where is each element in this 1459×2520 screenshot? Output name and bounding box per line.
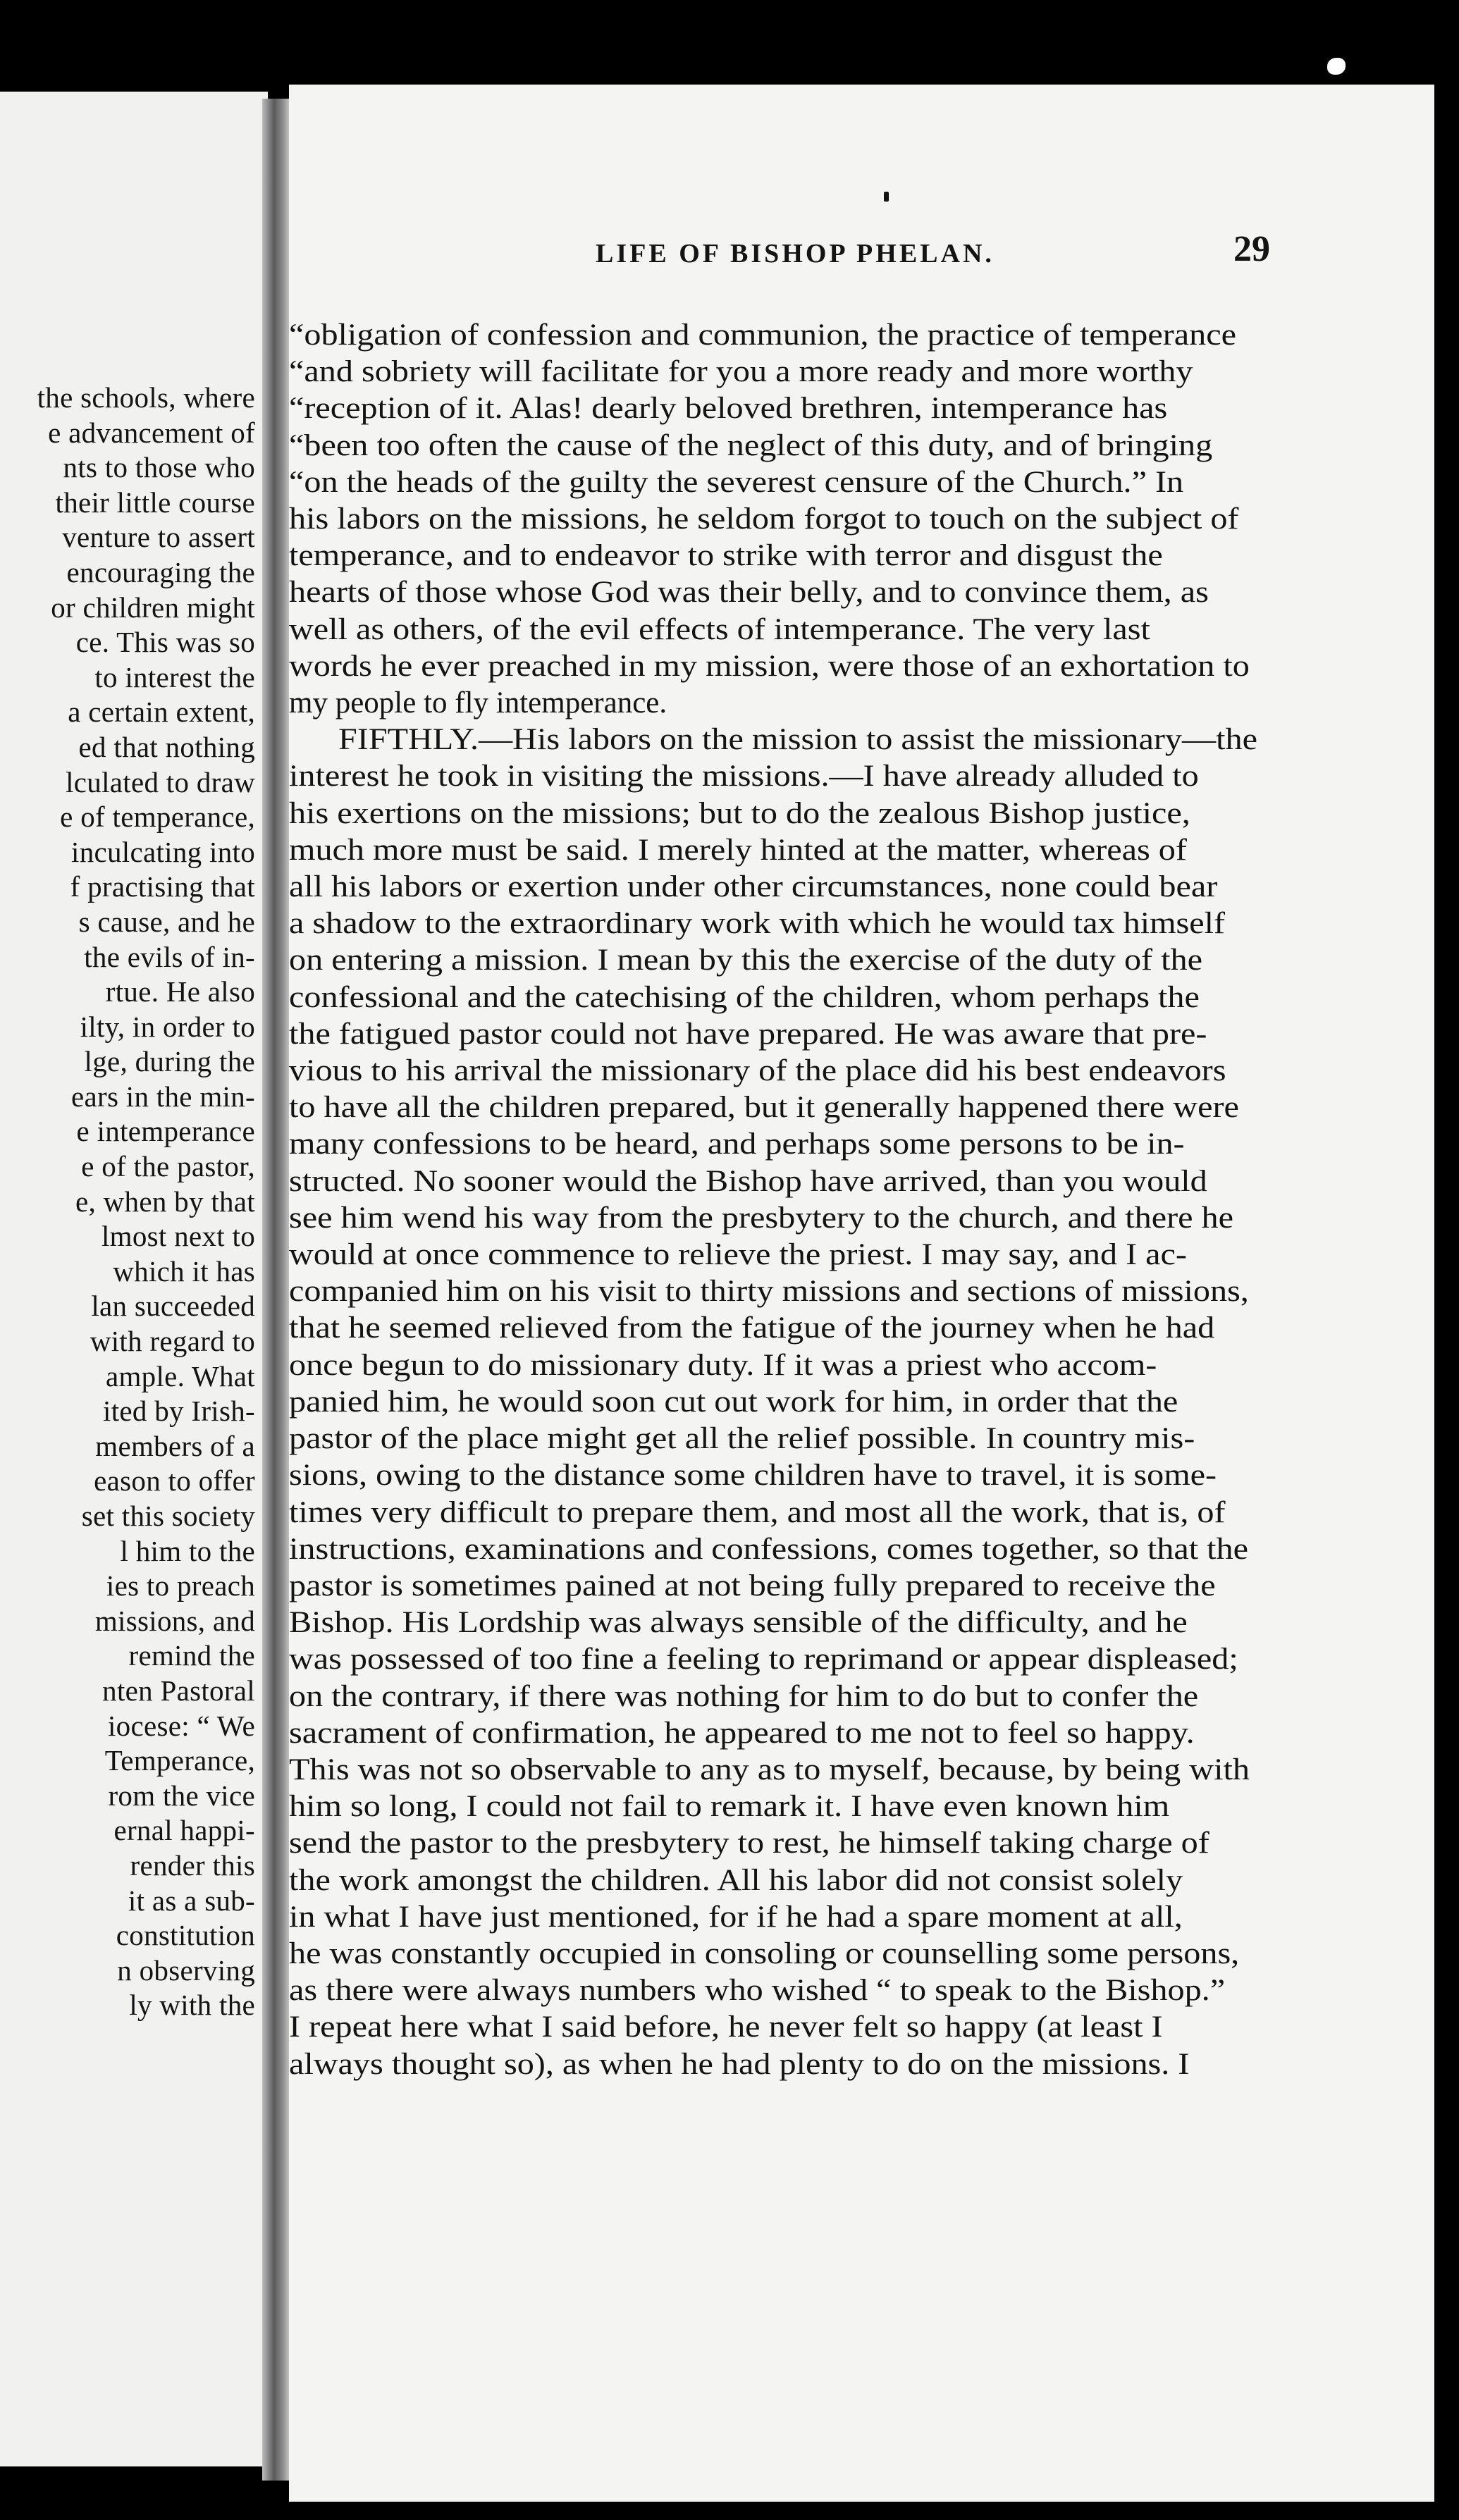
left-column-line: their little course bbox=[55, 486, 255, 519]
left-column-line: missions, and bbox=[94, 1604, 255, 1637]
body-line: always thought so), as when he had plenty to do on the missions. I bbox=[289, 2047, 1190, 2081]
left-column-line: set this society bbox=[81, 1500, 255, 1532]
left-column-line: lge, during the bbox=[84, 1045, 255, 1078]
body-line: panied him, he would soon cut out work for him, in order that the bbox=[289, 1385, 1178, 1419]
left-column-line: lculated to draw bbox=[66, 765, 255, 798]
left-column-line: nts to those who bbox=[63, 451, 255, 484]
left-column-line: or children might bbox=[51, 591, 255, 624]
body-line: “on the heads of the guilty the severest censure of the Church.” In bbox=[289, 465, 1184, 499]
body-line: structed. No sooner would the Bishop have arrived, than you would bbox=[289, 1164, 1207, 1198]
left-column-line: rom the vice bbox=[108, 1779, 255, 1812]
body-line: was possessed of too fine a feeling to reprimand or appear displeased; bbox=[289, 1643, 1238, 1676]
body-line: “and sobriety will facilitate for you a more ready and more worthy bbox=[289, 355, 1193, 389]
body-line: to have all the children prepared, but it generally happened there were bbox=[289, 1091, 1239, 1125]
left-column-line: constitution bbox=[116, 1919, 255, 1952]
body-line: “reception of it. Alas! dearly beloved brethren, intemperance has bbox=[289, 392, 1168, 426]
left-column-line: to interest the bbox=[94, 660, 255, 693]
left-column-line: which it has bbox=[113, 1254, 255, 1287]
left-column-line: ed that nothing bbox=[78, 730, 255, 763]
corner-smudge bbox=[1327, 58, 1346, 75]
left-column-line: f practising that bbox=[70, 870, 255, 903]
body-line: send the pastor to the presbytery to rest, he himself taking charge of bbox=[289, 1827, 1209, 1860]
left-column-line: with regard to bbox=[90, 1325, 255, 1358]
left-column-line: inculcating into bbox=[71, 835, 255, 868]
body-line: as there were always numbers who wished “ to speak to the Bishop.” bbox=[289, 1974, 1226, 2008]
body-line: confessional and the catechising of the children, whom perhaps the bbox=[289, 980, 1200, 1014]
body-line: well as others, of the evil effects of intemperance. The very last bbox=[289, 612, 1150, 646]
left-column-line: venture to assert bbox=[62, 521, 255, 554]
book-gutter bbox=[262, 99, 292, 2481]
left-column-line: ernal happi- bbox=[113, 1814, 255, 1847]
left-column-line: ies to preach bbox=[106, 1569, 255, 1602]
left-column-line: members of a bbox=[95, 1429, 255, 1462]
body-line: much more must be said. I merely hinted at the matter, whereas of bbox=[289, 833, 1187, 867]
body-line: on entering a mission. I mean by this the exercise of the duty of the bbox=[289, 944, 1202, 977]
body-line: temperance, and to endeavor to strike with terror and disgust the bbox=[289, 539, 1163, 573]
left-column-line: the schools, where bbox=[37, 381, 255, 414]
ink-mark bbox=[884, 192, 889, 202]
body-line: times very difficult to prepare them, and most all the work, that is, of bbox=[289, 1495, 1226, 1529]
body-line: him so long, I could not fail to remark it. I have even known him bbox=[289, 1790, 1170, 1824]
left-column-line: lmost next to bbox=[101, 1220, 255, 1253]
body-line: the work amongst the children. All his labor did not consist solely bbox=[289, 1863, 1183, 1897]
left-column-line: lan succeeded bbox=[91, 1290, 255, 1323]
left-column-line: the evils of in- bbox=[84, 940, 255, 973]
right-page bbox=[289, 85, 1434, 2502]
body-line: instructions, examinations and confessions, comes together, so that the bbox=[289, 1532, 1248, 1566]
left-column-line: n observing bbox=[117, 1953, 255, 1987]
left-column-line: iocese: “ We bbox=[107, 1709, 255, 1742]
body-text bbox=[289, 317, 1346, 2083]
left-column-line: it as a sub- bbox=[128, 1884, 255, 1917]
body-line: his exertions on the missions; but to do the zealous Bishop justice, bbox=[289, 796, 1190, 830]
body-line: once begun to do missionary duty. If it was a priest who accom- bbox=[289, 1348, 1157, 1382]
left-column-line: rtue. He also bbox=[105, 975, 255, 1008]
left-column-line: s cause, and he bbox=[78, 905, 255, 938]
left-column-line: ly with the bbox=[129, 1989, 255, 2022]
body-line: many confessions to be heard, and perhaps some persons to be in- bbox=[289, 1128, 1185, 1161]
body-line: pastor of the place might get all the relief possible. In country mis- bbox=[289, 1422, 1195, 1456]
body-line: “obligation of confession and communion, the practice of temperance bbox=[289, 319, 1236, 352]
left-column-line: e, when by that bbox=[75, 1185, 255, 1218]
left-column-text bbox=[0, 381, 255, 2023]
body-line: my people to fly intemperance. bbox=[289, 686, 667, 720]
running-header: LIFE OF BISHOP PHELAN. bbox=[596, 239, 995, 268]
left-column-line: Temperance, bbox=[104, 1744, 255, 1777]
left-column-line: e of temperance, bbox=[60, 801, 255, 834]
body-line: that he seemed relieved from the fatigue of the journey when he had bbox=[289, 1311, 1215, 1345]
body-line: vious to his arrival the missionary of the place did his best endeavors bbox=[289, 1054, 1226, 1088]
body-line: see him wend his way from the presbytery to the church, and there he bbox=[289, 1201, 1234, 1235]
left-column-line: ample. What bbox=[105, 1359, 255, 1392]
left-column-line: remind the bbox=[128, 1639, 255, 1672]
body-line: words he ever preached in my mission, were those of an exhortation to bbox=[289, 649, 1250, 683]
body-line: all his labors or exertion under other circumstances, none could bear bbox=[289, 870, 1218, 904]
body-line: the fatigued pastor could not have prepared. He was aware that pre- bbox=[289, 1017, 1207, 1051]
body-line: he was constantly occupied in consoling or counselling some persons, bbox=[289, 1937, 1240, 1970]
body-line: sacrament of confirmation, he appeared to me not to feel so happy. bbox=[289, 1716, 1195, 1750]
left-column-line: e of the pastor, bbox=[81, 1150, 255, 1183]
body-line: This was not so observable to any as to myself, because, by being with bbox=[289, 1753, 1250, 1786]
body-line: his labors on the missions, he seldom forgot to touch on the subject of bbox=[289, 502, 1239, 536]
body-line: FIFTHLY.—His labors on the mission to assist the missionary—the bbox=[338, 723, 1257, 757]
body-line: “been too often the cause of the neglect of this duty, and of bringing bbox=[289, 428, 1213, 462]
left-column-line: render this bbox=[130, 1848, 255, 1882]
body-line: on the contrary, if there was nothing for him to do but to confer the bbox=[289, 1679, 1199, 1713]
body-line: sions, owing to the distance some children have to travel, it is some- bbox=[289, 1459, 1217, 1493]
body-line: interest he took in visiting the missions.—I have already alluded to bbox=[289, 760, 1199, 793]
left-column-line: ilty, in order to bbox=[80, 1010, 255, 1043]
body-line: would at once commence to relieve the priest. I may say, and I ac- bbox=[289, 1238, 1187, 1272]
body-line: pastor is sometimes pained at not being fully prepared to receive the bbox=[289, 1569, 1216, 1602]
left-column-line: eason to offer bbox=[94, 1464, 255, 1497]
body-line: in what I have just mentioned, for if he had a spare moment at all, bbox=[289, 1900, 1183, 1934]
page-number: 29 bbox=[1233, 229, 1270, 269]
left-column-line: encouraging the bbox=[66, 555, 255, 588]
left-page bbox=[0, 92, 268, 2466]
body-line: I repeat here what I said before, he never felt so happy (at least I bbox=[289, 2011, 1163, 2044]
body-line: companied him on his visit to thirty missions and sections of missions, bbox=[289, 1275, 1249, 1309]
left-column-line: nten Pastoral bbox=[102, 1674, 255, 1707]
body-line: Bishop. His Lordship was always sensible of the difficulty, and he bbox=[289, 1606, 1188, 1640]
left-column-line: e intemperance bbox=[76, 1115, 255, 1148]
left-column-line: ce. This was so bbox=[75, 626, 255, 659]
left-column-line: ears in the min- bbox=[71, 1080, 255, 1113]
body-line: hearts of those whose God was their belly, and to convince them, as bbox=[289, 576, 1209, 610]
left-column-line: a certain extent, bbox=[68, 696, 255, 729]
left-column-line: l him to the bbox=[120, 1534, 255, 1567]
left-column-line: ited by Irish- bbox=[103, 1395, 255, 1428]
left-column-line: e advancement of bbox=[48, 416, 255, 449]
body-line: a shadow to the extraordinary work with which he would tax himself bbox=[289, 907, 1226, 941]
